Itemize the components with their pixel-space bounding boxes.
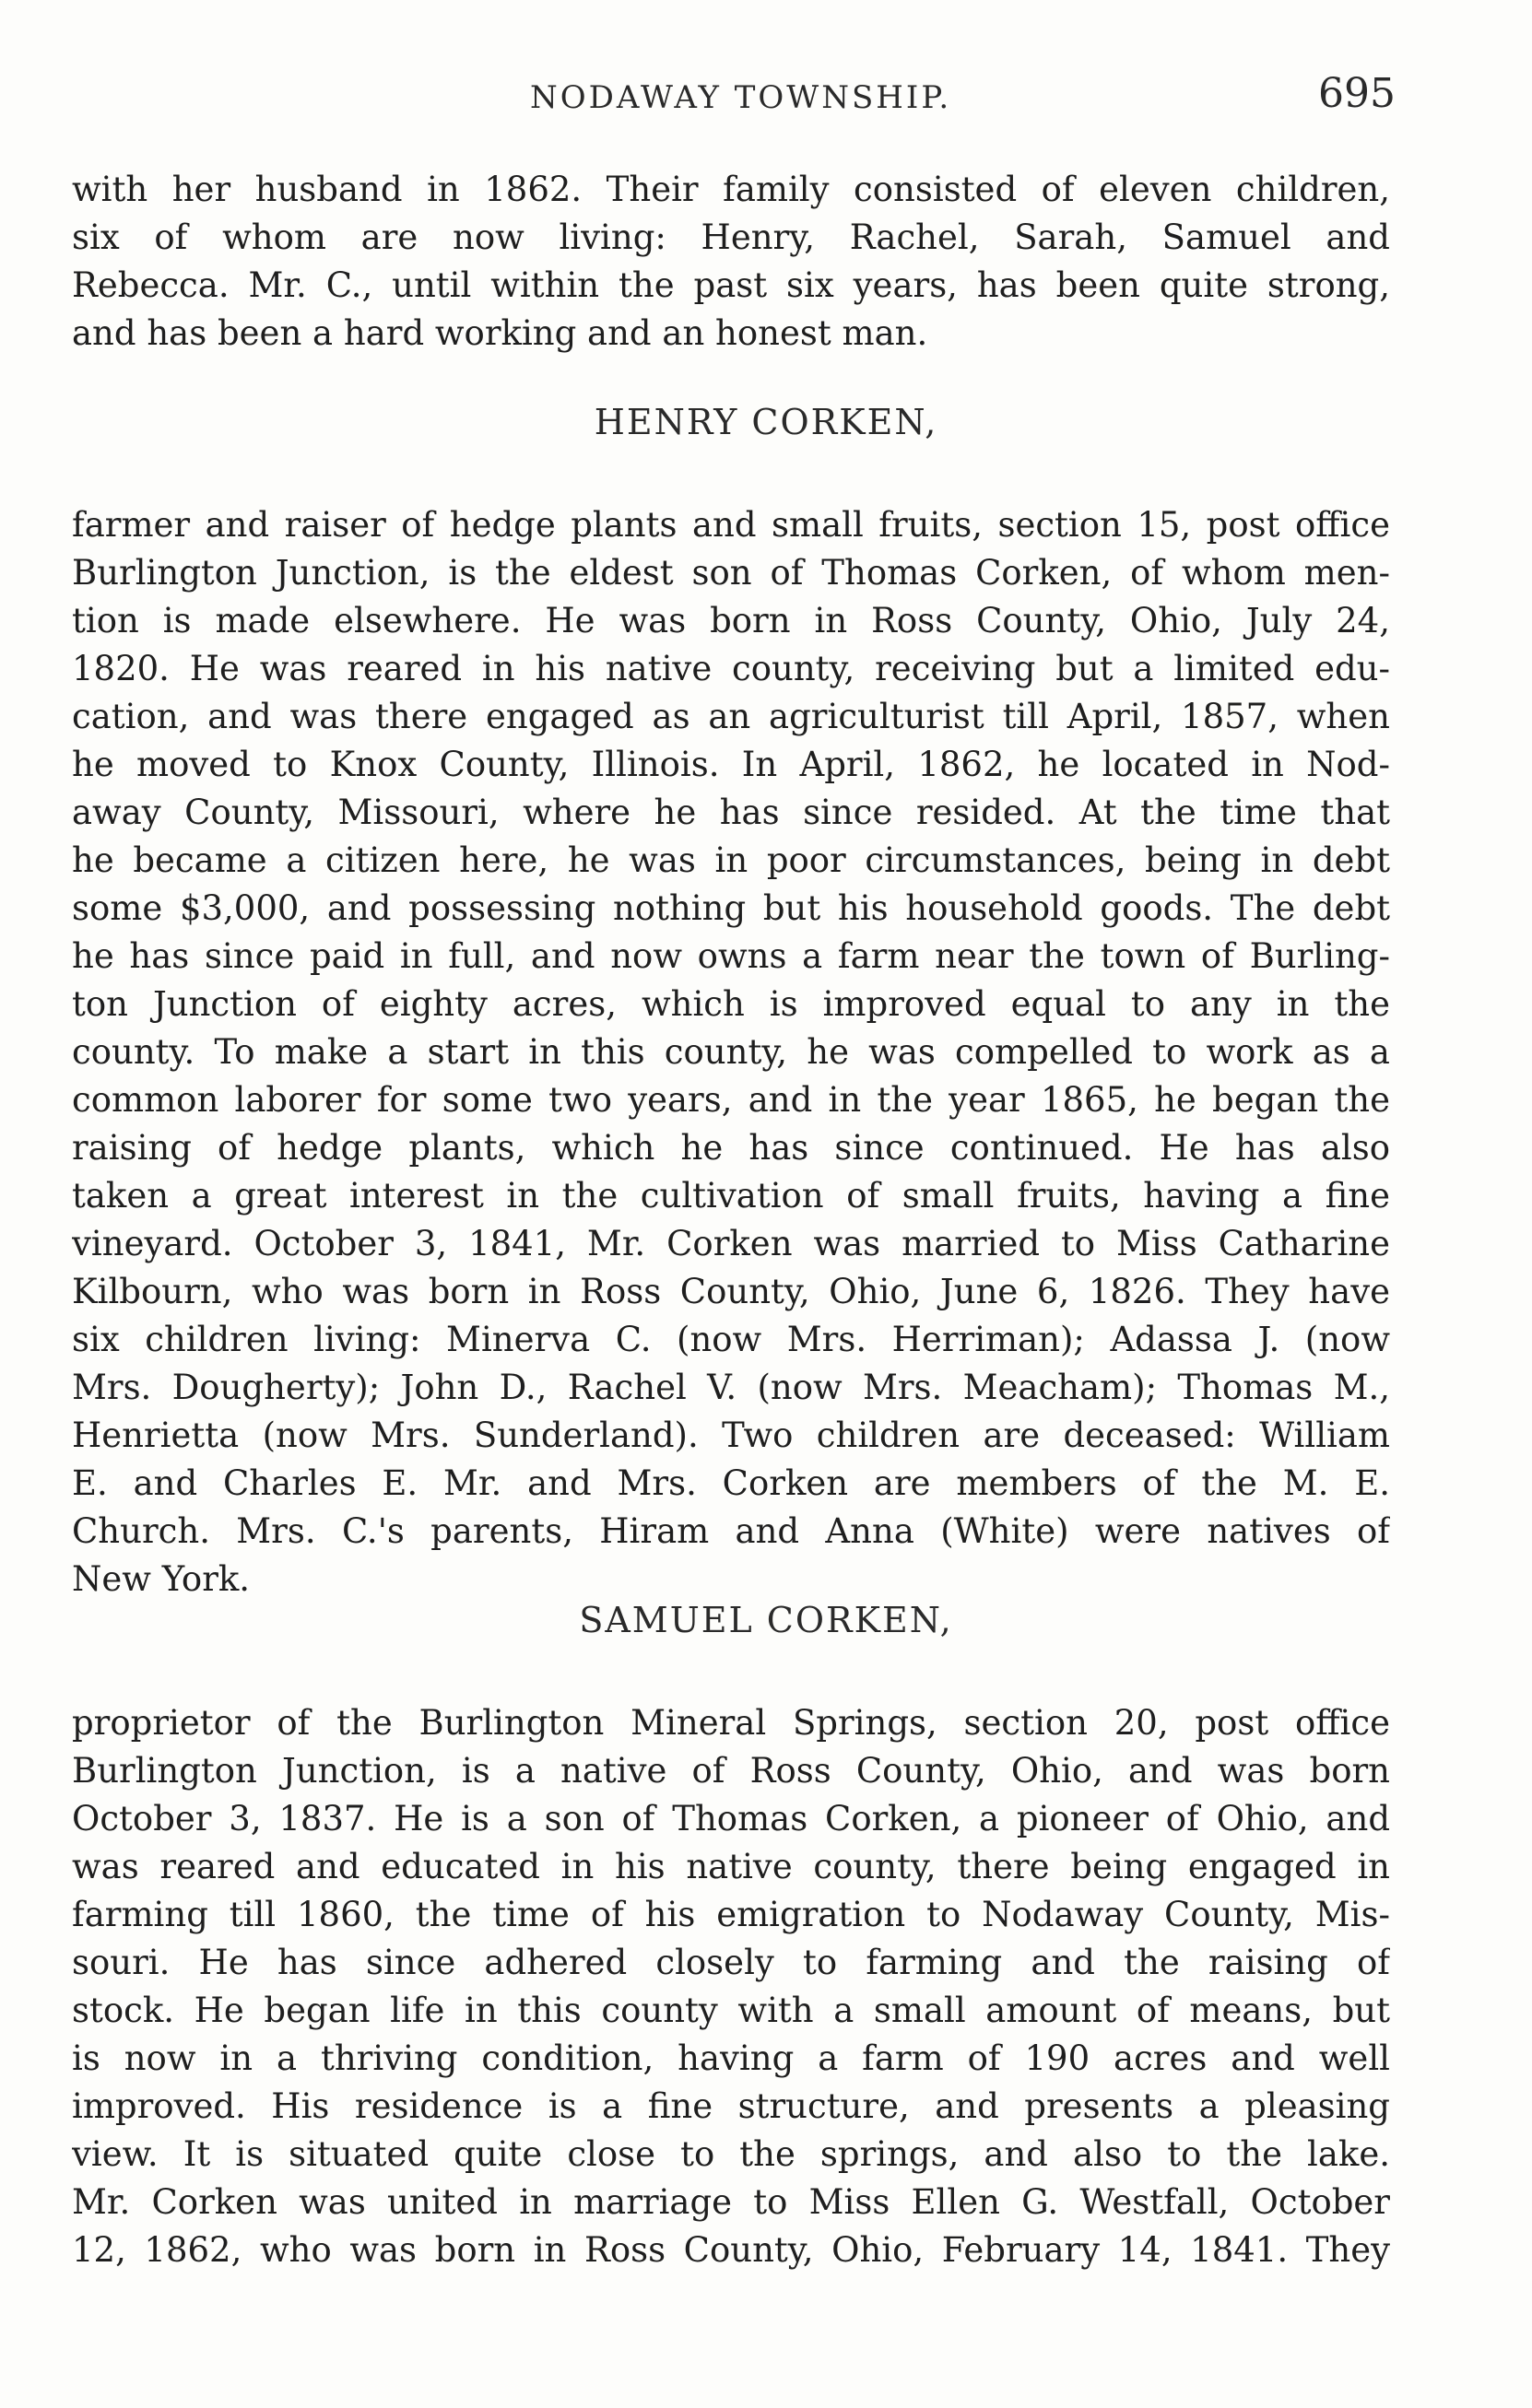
text-line: Mr. Corken was united in marriage to Miss Ellen G. Westfall, October — [72, 2182, 1390, 2222]
text-line: 1820. He was reared in his native county, receiving but a limited edu- — [72, 649, 1390, 688]
samuel-corken-paragraph — [72, 1699, 1390, 2274]
henry-corken-paragraph — [72, 501, 1390, 1603]
text-line: he has since paid in full, and now owns a farm near the town of Burling- — [72, 936, 1390, 976]
text-line: was reared and educated in his native county, there being engaged in — [72, 1847, 1390, 1886]
intro-paragraph — [72, 166, 1390, 358]
text-line: county. To make a start in this county, he was compelled to work as a — [72, 1032, 1390, 1072]
text-line: and has been a hard working and an honest man. — [72, 313, 928, 353]
text-line: Henrietta (now Mrs. Sunderland). Two children are deceased: William — [72, 1415, 1390, 1455]
text-line: Burlington Junction, is the eldest son of Thomas Corken, of whom men- — [72, 553, 1390, 593]
text-line: some $3,000, and possessing nothing but his household goods. The debt — [72, 888, 1390, 928]
text-line: he became a citizen here, he was in poor circumstances, being in debt — [72, 840, 1390, 880]
text-line: cation, and was there engaged as an agriculturist till April, 1857, when — [72, 697, 1390, 736]
text-line: tion is made elsewhere. He was born in Ross County, Ohio, July 24, — [72, 601, 1390, 640]
text-line: with her husband in 1862. Their family consisted of eleven children, — [72, 170, 1390, 209]
text-line: farming till 1860, the time of his emigration to Nodaway County, Mis- — [72, 1895, 1390, 1934]
page-number: 695 — [1318, 70, 1396, 117]
text-line: New York. — [72, 1559, 251, 1599]
text-line: ton Junction of eighty acres, which is improved equal to any in the — [72, 984, 1390, 1024]
text-line: vineyard. October 3, 1841, Mr. Corken was married to Miss Catharine — [72, 1224, 1390, 1263]
text-line: farmer and raiser of hedge plants and small fruits, section 15, post office — [72, 505, 1390, 545]
text-line: taken a great interest in the cultivation of small fruits, having a fine — [72, 1176, 1390, 1216]
text-line: souri. He has since adhered closely to farming and the raising of — [72, 1943, 1390, 1982]
text-line: Kilbourn, who was born in Ross County, Ohio, June 6, 1826. They have — [72, 1272, 1390, 1311]
text-line: proprietor of the Burlington Mineral Springs, section 20, post office — [72, 1703, 1390, 1743]
text-line: Burlington Junction, is a native of Ross County, Ohio, and was born — [72, 1751, 1390, 1791]
text-line: October 3, 1837. He is a son of Thomas Corken, a pioneer of Ohio, and — [72, 1799, 1390, 1838]
text-line: view. It is situated quite close to the springs, and also to the lake. — [72, 2134, 1390, 2174]
text-line: Mrs. Dougherty); John D., Rachel V. (now Mrs. Meacham); Thomas M., — [72, 1368, 1390, 1407]
section-heading-samuel-corken: SAMUEL CORKEN, — [579, 1600, 953, 1640]
text-line: is now in a thriving condition, having a farm of 190 acres and well — [72, 2038, 1390, 2078]
text-line: 12, 1862, who was born in Ross County, Ohio, February 14, 1841. They — [72, 2230, 1390, 2270]
text-line: common laborer for some two years, and in the year 1865, he began the — [72, 1080, 1390, 1120]
text-line: improved. His residence is a fine structure, and presents a pleasing — [72, 2086, 1390, 2126]
text-line: Rebecca. Mr. C., until within the past six years, has been quite strong, — [72, 265, 1390, 305]
text-line: Church. Mrs. C.'s parents, Hiram and Anna (White) were natives of — [72, 1511, 1390, 1551]
running-head: NODAWAY TOWNSHIP. — [530, 79, 952, 116]
section-heading-henry-corken: HENRY CORKEN, — [594, 402, 938, 442]
text-line: six children living: Minerva C. (now Mrs. Herriman); Adassa J. (now — [72, 1320, 1390, 1359]
text-line: away County, Missouri, where he has since resided. At the time that — [72, 793, 1390, 832]
text-line: he moved to Knox County, Illinois. In April, 1862, he located in Nod- — [72, 745, 1390, 784]
text-line: raising of hedge plants, which he has since continued. He has also — [72, 1128, 1390, 1168]
text-line: stock. He began life in this county with a small amount of means, but — [72, 1991, 1390, 2030]
text-line: E. and Charles E. Mr. and Mrs. Corken are members of the M. E. — [72, 1463, 1390, 1503]
text-line: six of whom are now living: Henry, Rachel, Sarah, Samuel and — [72, 217, 1390, 257]
